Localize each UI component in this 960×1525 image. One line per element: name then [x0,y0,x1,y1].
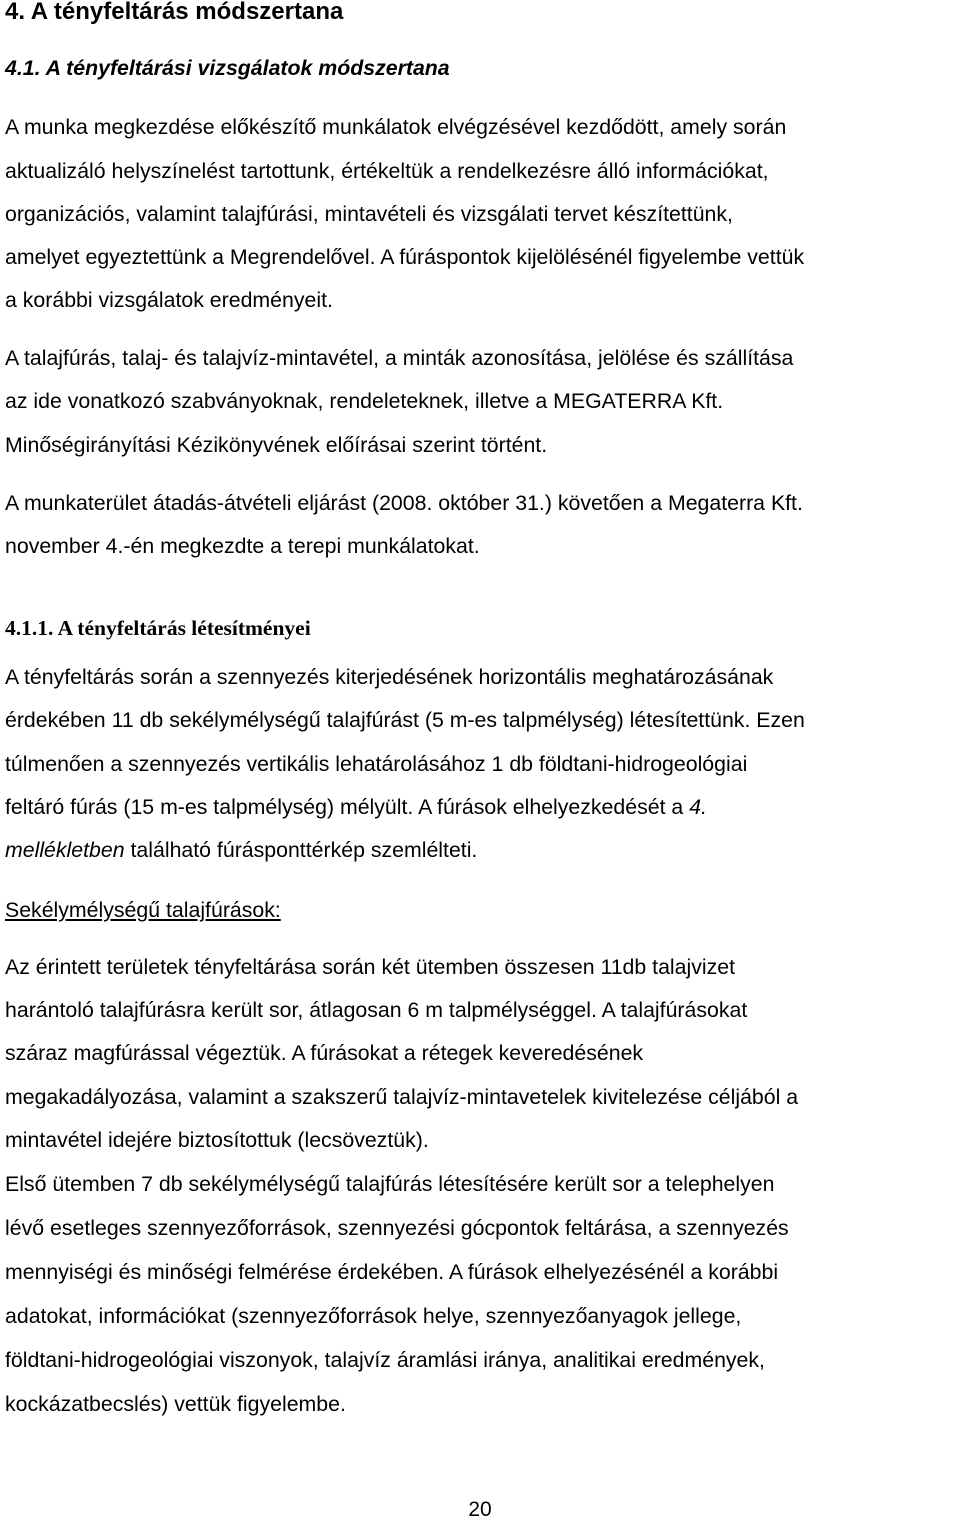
text-line: Minőségirányítási Kézikönyvének előírásai szerint történt. [5,433,548,457]
text-segment: található fúrásponttérkép szemlélteti. [124,838,478,862]
text-line: amelyet egyeztettünk a Megrendelővel. A fúráspontok kijelölésénél figyelembe vettük [5,245,805,269]
sub-subsection-heading: 4.1.1. A tényfeltárás létesítményei [5,616,311,640]
section-heading: 4. A tényfeltárás módszertana [5,0,344,25]
text-line: mennyiségi és minőségi felmérése érdekében. A fúrások elhelyezésénél a korábbi [5,1260,779,1284]
text-line: A tényfeltárás során a szennyezés kiterjedésének horizontális meghatározásának [5,665,774,689]
text-line: A munka megkezdése előkészítő munkálatok elvégzésével kezdődött, amely során [5,115,787,139]
text-line: organizációs, valamint talajfúrási, mintavételi és vizsgálati tervet készítettünk, [5,202,733,226]
text-line: száraz magfúrással végeztük. A fúrásokat a rétegek keveredésének [5,1041,644,1065]
text-line: A talajfúrás, talaj- és talajvíz-mintavétel, a minták azonosítása, jelölése és szállítása [5,346,794,370]
text-line: mintavétel idejére biztosítottuk (lecsöveztük). [5,1128,429,1152]
text-line [5,793,707,821]
annex-reference-number: 4. [689,795,707,819]
text-line: harántoló talajfúrásra került sor, átlagosan 6 m talpmélységgel. A talajfúrásokat [5,998,748,1022]
annex-reference-word: mellékletben [5,838,125,862]
text-line: a korábbi vizsgálatok eredményeit. [5,288,333,312]
text-line: adatokat, információkat (szennyezőforrások helye, szennyezőanyagok jellege, [5,1304,742,1328]
text-line: túlmenően a szennyezés vertikális lehatárolásához 1 db földtani-hidrogeológiai [5,752,748,776]
text-line: az ide vonatkozó szabványoknak, rendeleteknek, illetve a MEGATERRA Kft. [5,389,724,413]
text-line: november 4.-én megkezdte a terepi munkálatokat. [5,534,480,558]
text-line: aktualizáló helyszínelést tartottunk, értékeltük a rendelkezésre álló információkat, [5,159,769,183]
text-line [5,836,477,864]
text-segment: feltáró fúrás (15 m-es talpmélység) mélyült. A fúrások elhelyezkedését a [5,795,690,819]
text-line: A munkaterület átadás-átvételi eljárást (2008. október 31.) követően a Megaterra Kft. [5,491,803,515]
text-line: kockázatbecslés) vettük figyelembe. [5,1392,346,1416]
text-line: lévő esetleges szennyezőforrások, szennyezési gócpontok feltárása, a szennyezés [5,1216,789,1240]
text-line: megakadályozása, valamint a szakszerű talajvíz-mintavetelek kivitelezése céljából a [5,1085,799,1109]
text-line: Első ütemben 7 db sekélymélységű talajfúrás létesítésére került sor a telephelyen [5,1172,775,1196]
page-number: 20 [468,1498,492,1521]
text-line: Az érintett területek tényfeltárása során két ütemben összesen 11db talajvizet [5,955,736,979]
underlined-subheading: Sekélymélységű talajfúrások: [5,898,281,922]
text-line: földtani-hidrogeológiai viszonyok, talajvíz áramlási iránya, analitikai eredmények, [5,1348,765,1372]
subsection-heading: 4.1. A tényfeltárási vizsgálatok módszertana [5,56,450,80]
text-line: érdekében 11 db sekélymélységű talajfúrást (5 m-es talpmélység) létesítettünk. Ezen [5,708,805,732]
